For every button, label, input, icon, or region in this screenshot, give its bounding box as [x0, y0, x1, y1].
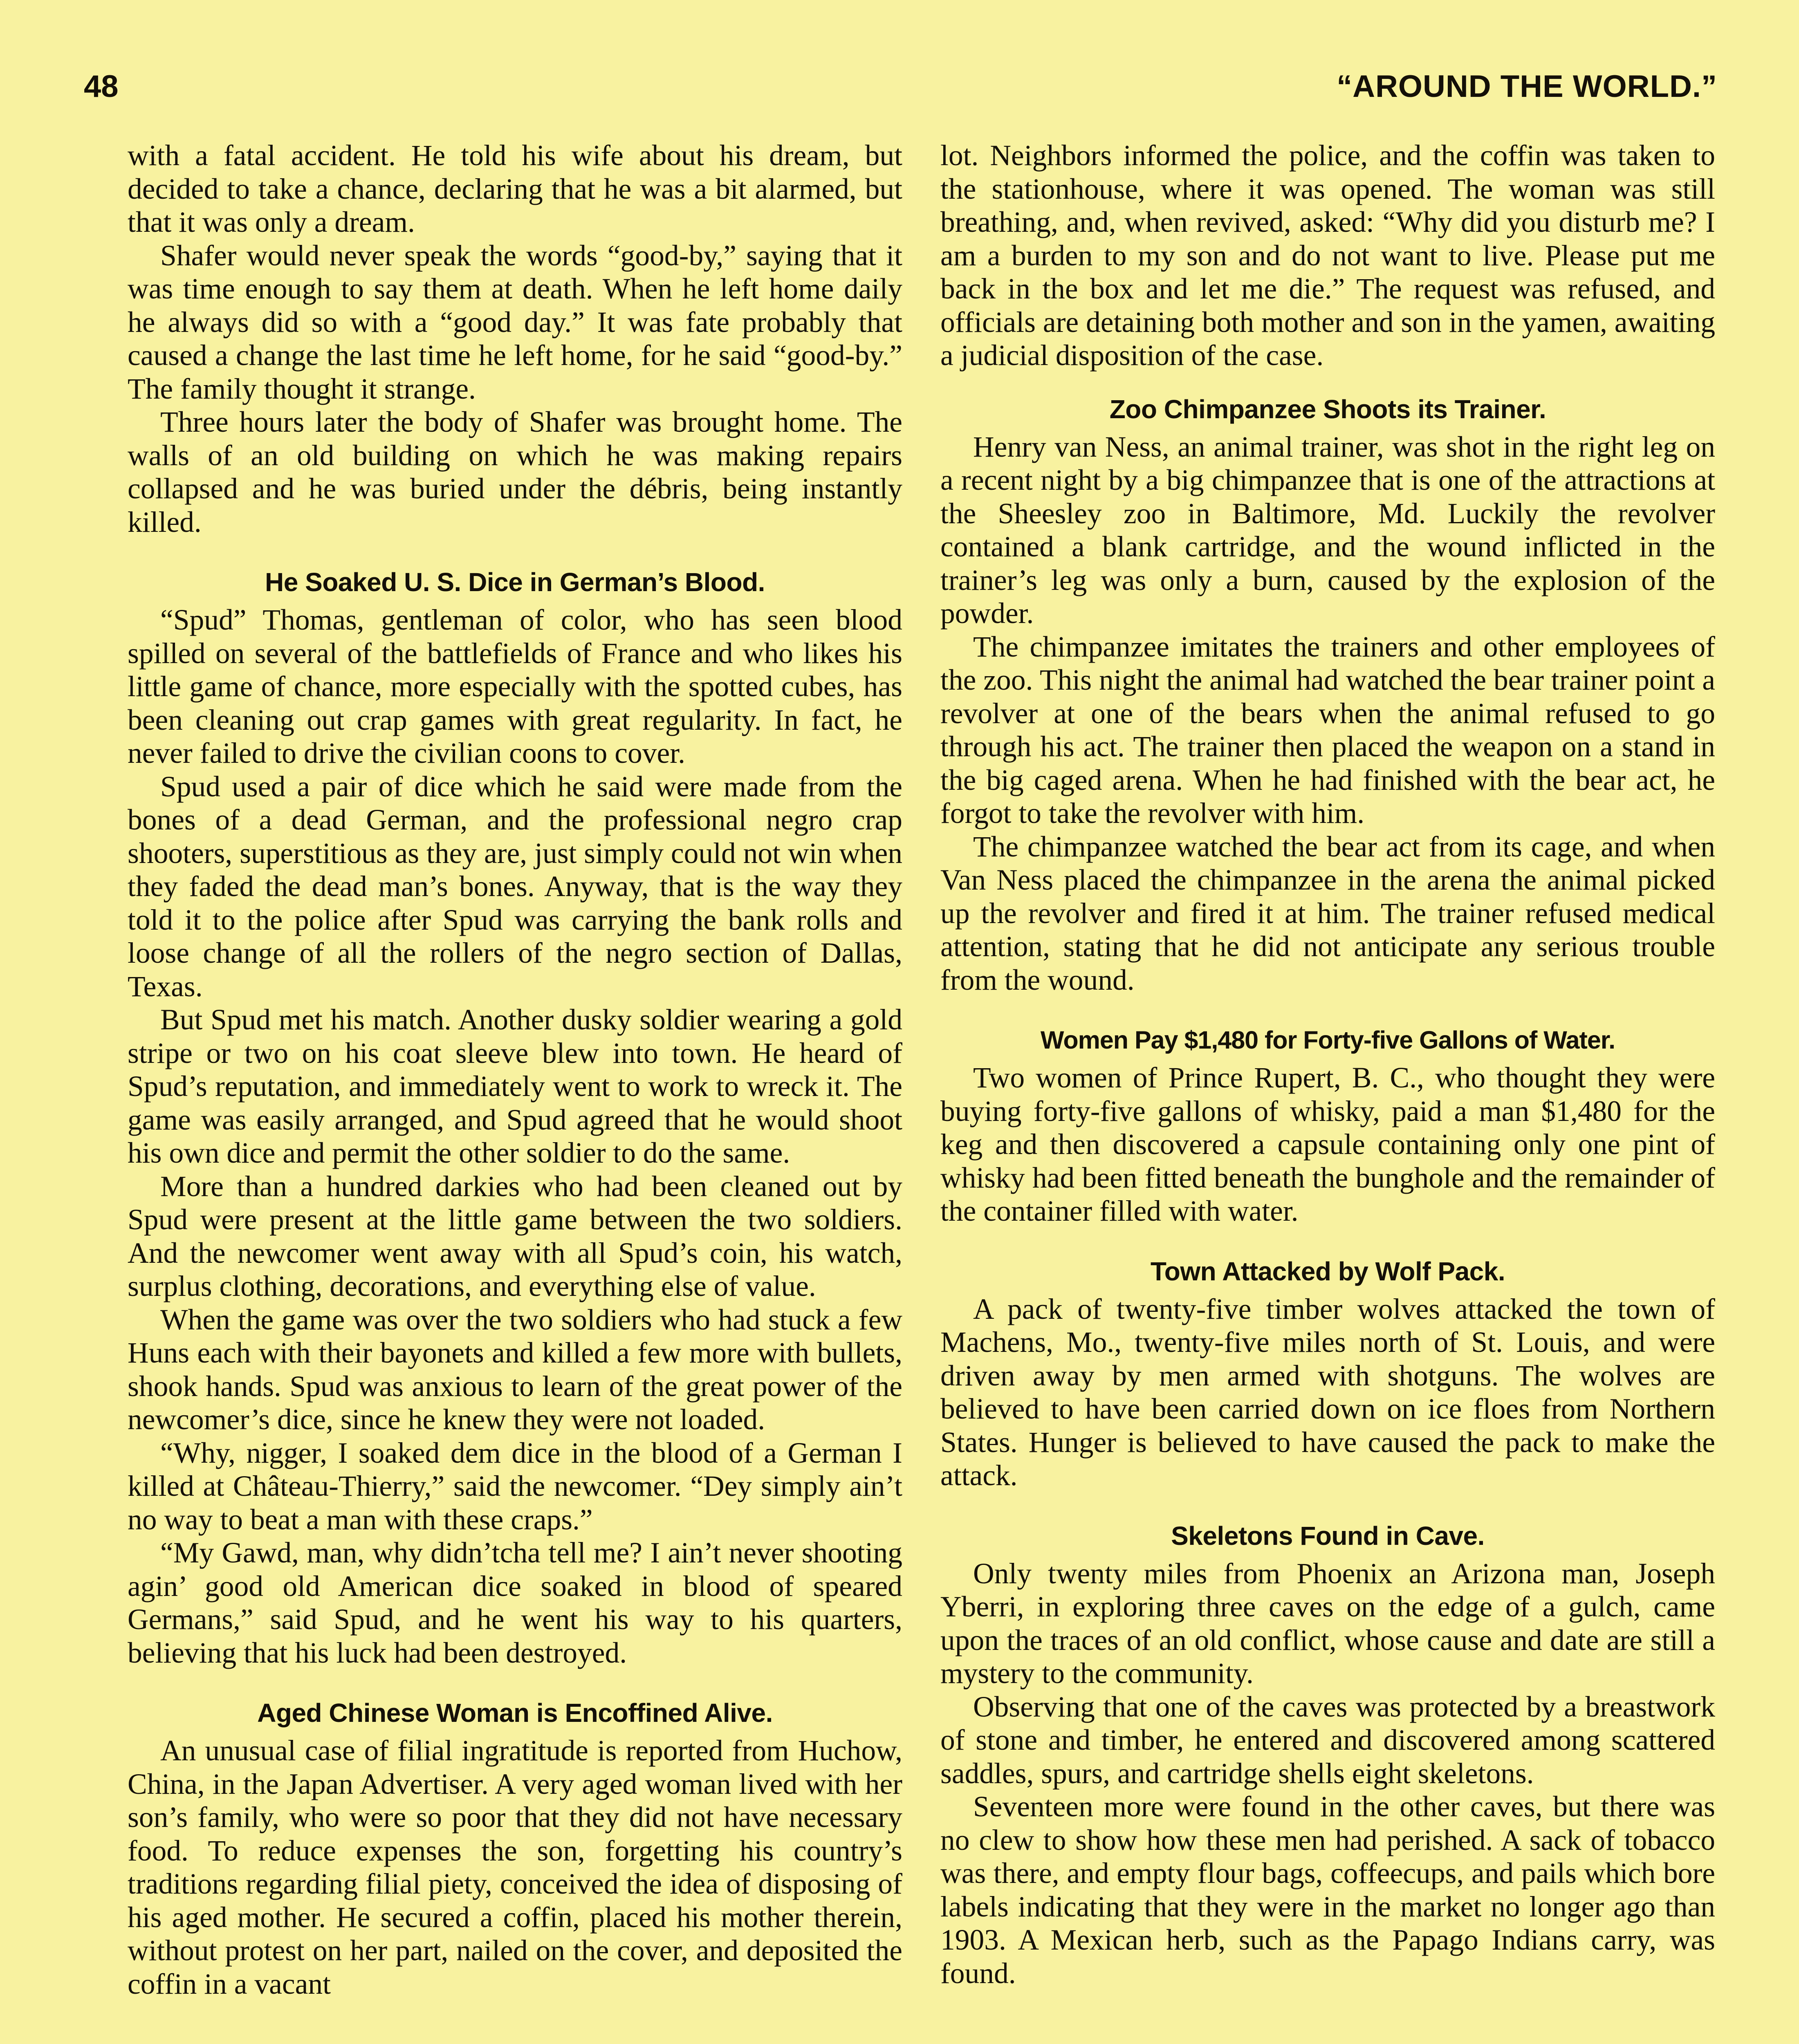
article-heading: Zoo Chimpanzee Shoots its Trainer. — [1109, 394, 1546, 424]
paragraph: Observing that one of the caves was protected by a breastwork of stone and timber, he entered and discovered among scattered saddles, spurs, and cartridge shells eight skeletons. — [940, 1690, 1715, 1790]
right-column — [940, 139, 1715, 2044]
paragraph: Two women of Prince Rupert, B. C., who thought they were buying forty-five gallons of whisky, paid a man $1,480 for the keg and then discovered a capsule containing only one pint of whisky had been fitted beneath the bunghole and the remainder of the container filled with water. — [940, 1062, 1715, 1227]
paragraph: “Why, nigger, I soaked dem dice in the blood of a German I killed at Château-Thierry,” said the newcomer. “Dey simply ain’t no way to beat a man with these craps.” — [128, 1437, 902, 1536]
paragraph: When the game was over the two soldiers who had stuck a few Huns each with their bayonets and killed a few more with bullets, shook hands. Spud was anxious to learn of the great power of the newcomer’s dice, since he knew they were not loaded. — [128, 1303, 902, 1436]
paragraph: More than a hundred darkies who had been cleaned out by Spud were present at the little game between the two soldiers. And the newcomer went away with all Spud’s coin, his watch, surplus clothing, decorations, and everything else of value. — [128, 1170, 902, 1302]
paragraph: But Spud met his match. Another dusky soldier wearing a gold stripe or two on his coat sleeve blew into town. He heard of Spud’s reputation, and immediately went to work to wreck it. The game was easily arranged, and Spud agreed that he would shoot his own dice and permit the other soldier to do the same. — [128, 1004, 902, 1169]
paragraph: The chimpanzee imitates the trainers and other employees of the zoo. This night the animal had watched the bear trainer point a revolver at one of the bears when the animal refused to go through his act. The trainer then placed the weapon on a stand in the big caged arena. When he had finished with the bear act, he forgot to take the revolver with him. — [940, 630, 1715, 829]
paragraph: “My Gawd, man, why didn’tcha tell me? I ain’t never shooting agin’ good old American dice soaked in blood of speared Germans,” said Spud, and he went his way to his quarters, believing that his luck had been destroyed. — [128, 1537, 902, 1669]
page-number: 48 — [84, 69, 119, 104]
paragraph: An unusual case of filial ingratitude is reported from Huchow, China, in the Japan Advertiser. A very aged woman lived with her son’s family, who were so poor that they did not have necessary food. To reduce expenses the son, forgetting his country’s traditions regarding filial piety, conceived the idea of disposing of his aged mother. He secured a coffin, placed his mother therein, without protest on her part, nailed on the cover, and deposited the coffin in a vacant — [128, 1735, 902, 2000]
paragraph: Shafer would never speak the words “good-by,” saying that it was time enough to say them at death. When he left home daily he always did so with a “good day.” It was fate probably that caused a change the last time he left home, for he said “good-by.” The family thought it strange. — [128, 239, 902, 405]
article-heading: Town Attacked by Wolf Pack. — [1150, 1256, 1505, 1286]
left-column — [128, 139, 902, 2044]
paragraph: Spud used a pair of dice which he said were made from the bones of a dead German, and the professional negro crap shooters, superstitious as they are, just simply could not win when they faded the dead man’s bones. Anyway, that is the way they told it to the police after Spud was carrying the bank rolls and loose change of all the rollers of the negro section of Dallas, Texas. — [128, 770, 902, 1003]
paragraph: Only twenty miles from Phoenix an Arizona man, Joseph Yberri, in exploring three caves on the edge of a gulch, came upon the traces of an old conflict, whose cause and date are still a mystery to the community. — [940, 1557, 1715, 1690]
article-heading: Skeletons Found in Cave. — [1171, 1521, 1485, 1551]
paragraph: “Spud” Thomas, gentleman of color, who has seen blood spilled on several of the battlefields of France and who likes his little game of chance, more especially with the spotted cubes, has been cleaning out crap games with great regularity. In fact, he never failed to drive the civilian coons to cover. — [128, 604, 902, 769]
article-heading: Aged Chinese Woman is Encoffined Alive. — [257, 1698, 773, 1728]
paragraph: lot. Neighbors informed the police, and the coffin was taken to the stationhouse, where it was opened. The woman was still breathing, and, when revived, asked: “Why did you disturb me? I am a burden to my son and do not want to live. Please put me back in the box and let me die.” The request was refused, and officials are detaining both mother and son in the yamen, awaiting a judicial disposition of the case. — [940, 139, 1715, 372]
article-heading: He Soaked U. S. Dice in German’s Blood. — [265, 567, 765, 597]
running-title: “AROUND THE WORLD.” — [1337, 69, 1717, 104]
paragraph: Three hours later the body of Shafer was brought home. The walls of an old building on which he was making repairs collapsed and he was buried under the débris, being instantly killed. — [128, 406, 902, 538]
article-heading: Women Pay $1,480 for Forty-five Gallons of Water. — [1040, 1026, 1615, 1054]
paragraph: with a fatal accident. He told his wife about his dream, but decided to take a chance, declaring that he was a bit alarmed, but that it was only a dream. — [128, 139, 902, 238]
paragraph: The chimpanzee watched the bear act from its cage, and when Van Ness placed the chimpanzee in the arena the animal picked up the revolver and fired it at him. The trainer refused medical attention, stating that he did not anticipate any serious trouble from the wound. — [940, 830, 1715, 996]
paragraph: A pack of twenty-five timber wolves attacked the town of Machens, Mo., twenty-five miles north of St. Louis, and were driven away by men armed with shotguns. The wolves are believed to have been carried down on ice floes from Northern States. Hunger is believed to have caused the pack to make the attack. — [940, 1293, 1715, 1492]
paragraph: Henry van Ness, an animal trainer, was shot in the right leg on a recent night by a big chimpanzee that is one of the attractions at the Sheesley zoo in Baltimore, Md. Luckily the revolver contained a blank cartridge, and the wound inflicted in the trainer’s leg was only a burn, caused by the explosion of the powder. — [940, 430, 1715, 630]
paragraph: Seventeen more were found in the other caves, but there was no clew to show how these men had perished. A sack of tobacco was there, and empty flour bags, coffeecups, and pails which bore labels indicating that they were in the market no longer ago than 1903. A Mexican herb, such as the Papago Indians carry, was found. — [940, 1791, 1715, 1990]
